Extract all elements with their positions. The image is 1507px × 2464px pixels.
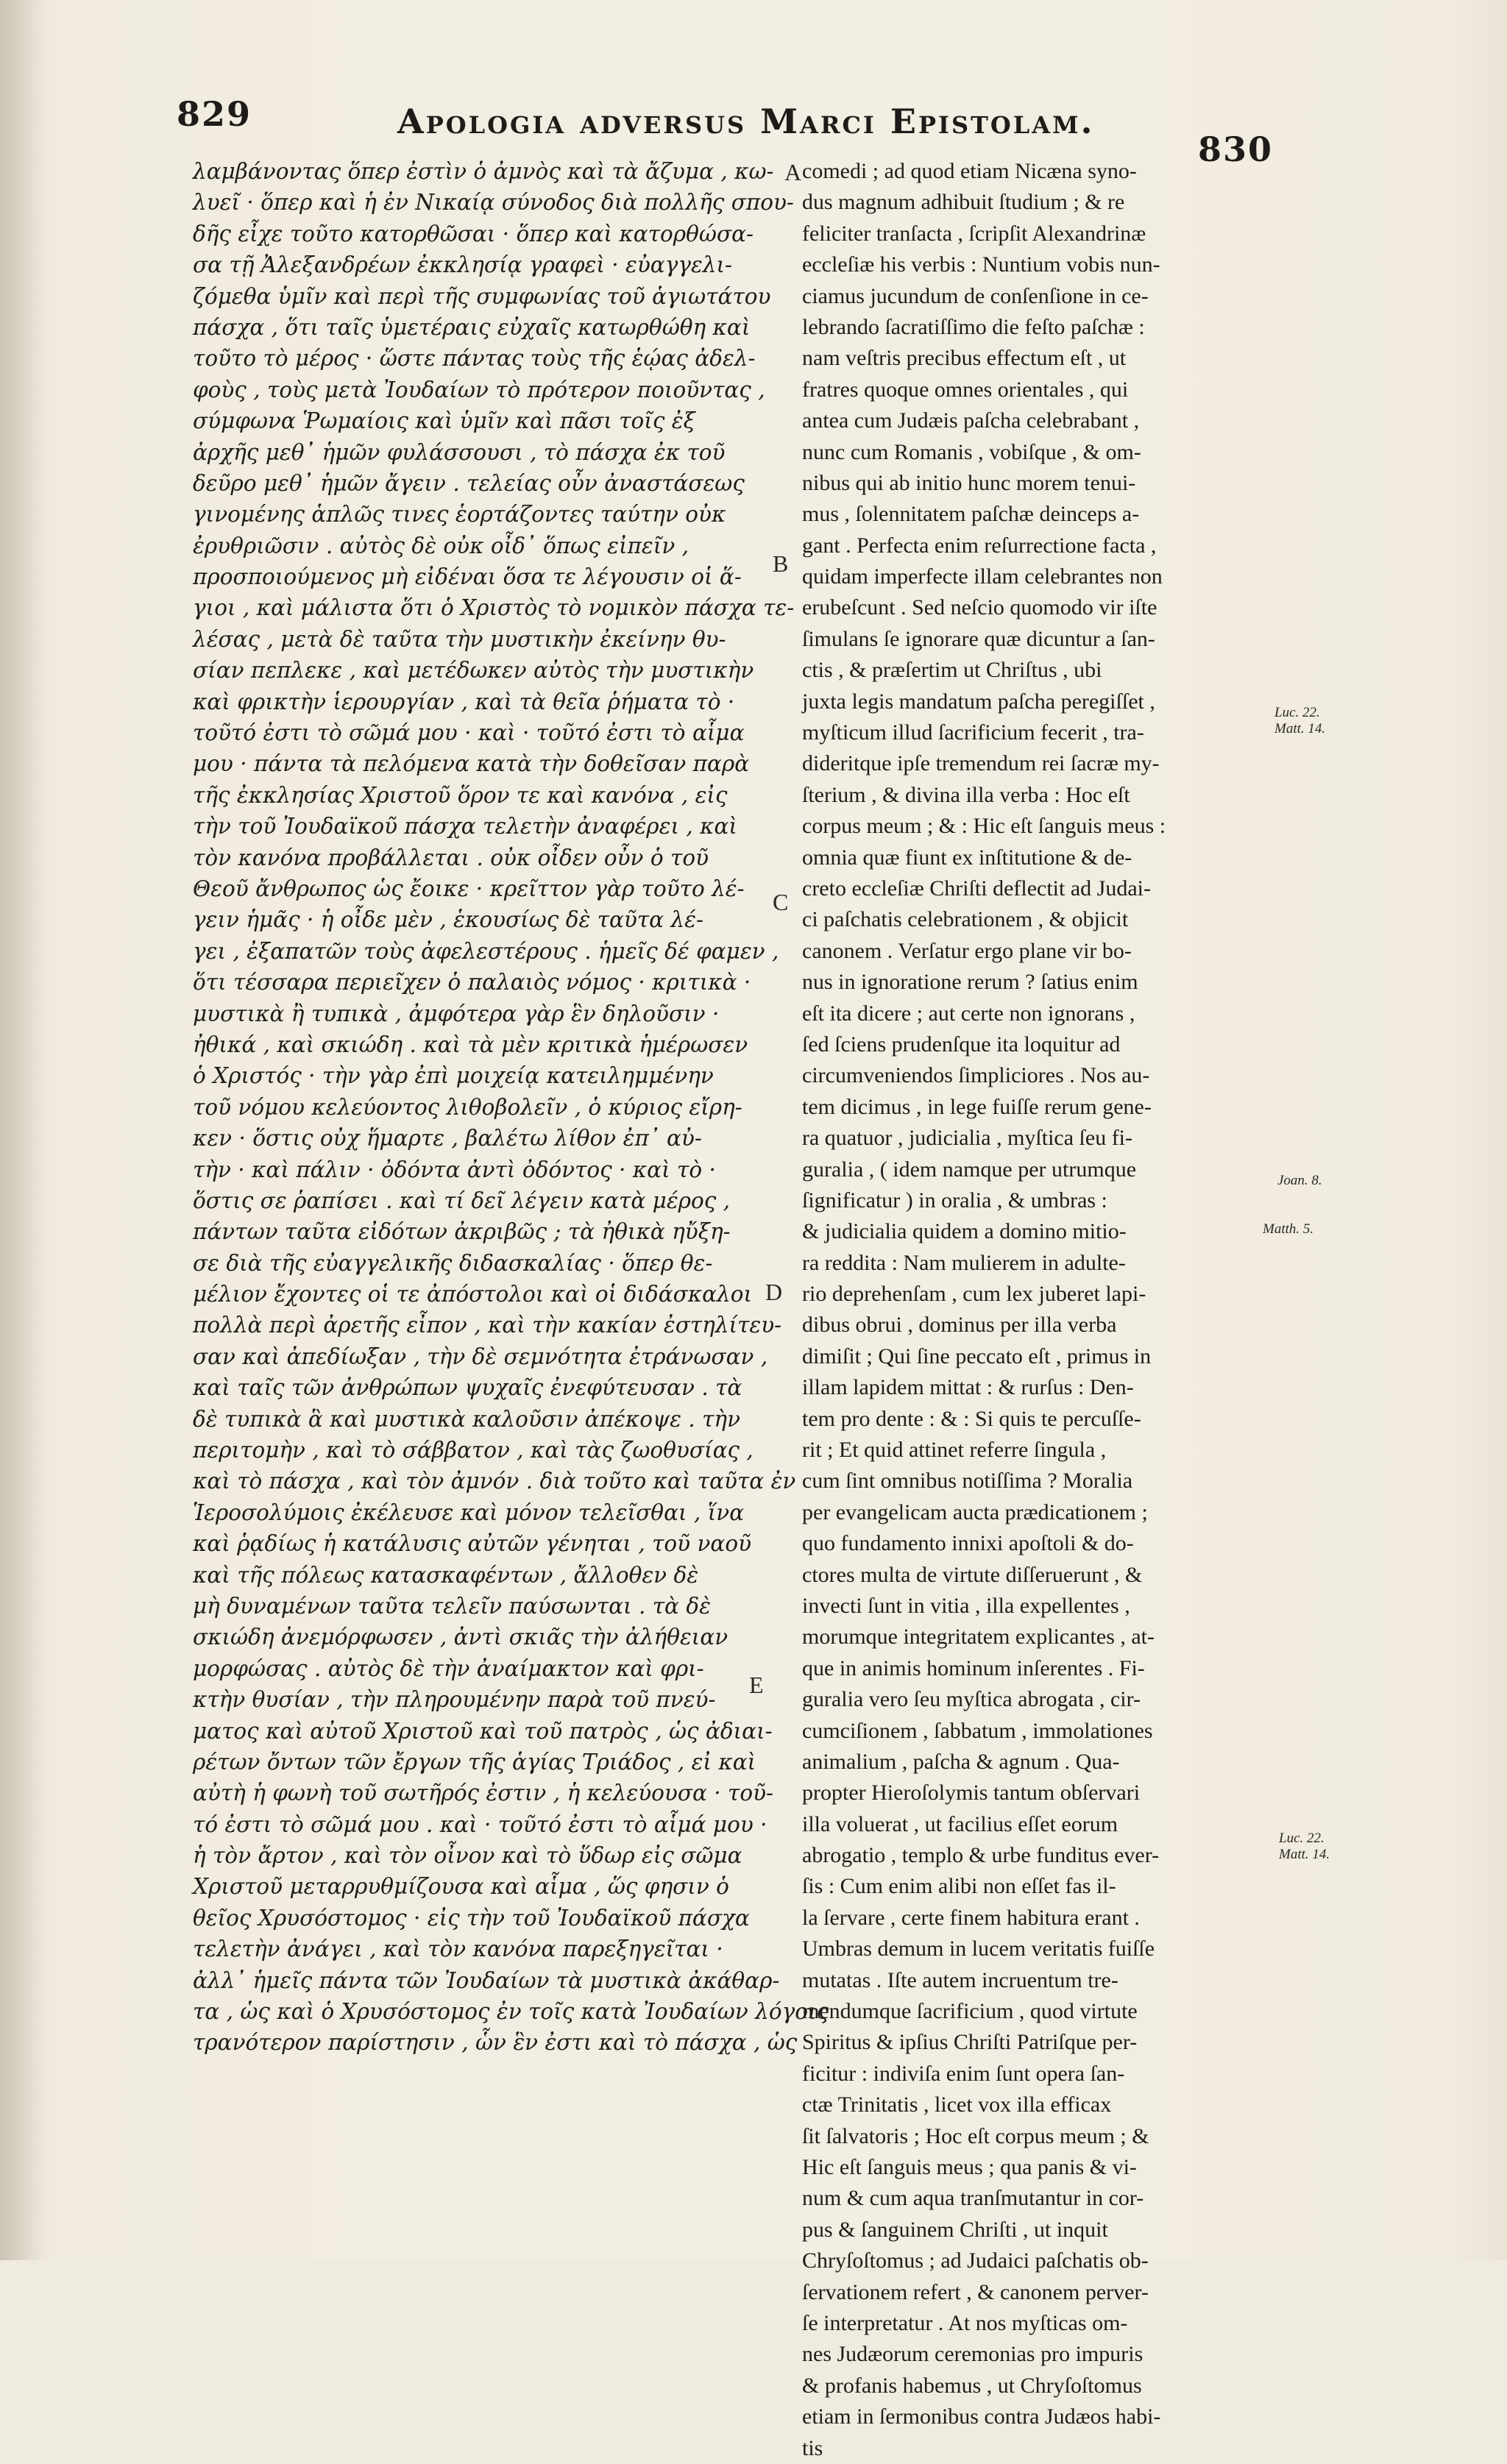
- latin-text-line: circumveniendos ſimpliciores . Nos au-: [802, 1063, 1150, 1088]
- latin-text-line: ctores multa de virtute diſſeruerunt , &: [802, 1562, 1143, 1587]
- greek-text-line: πολλὰ περὶ ἀρετῆς εἶπον , καὶ τὴν κακίαν ἐστηλίτευ-: [193, 1313, 782, 1338]
- greek-text-line: ρέτων ὄντων τῶν ἔργων τῆς ἁγίας Τριάδος , εἰ καὶ: [193, 1749, 756, 1775]
- greek-text-line: μυστικὰ ἢ τυπικὰ , ἀμφότερα γὰρ ἓν δηλοῦσιν ·: [193, 1001, 720, 1026]
- latin-text-line: tem dicimus , in lege fuiſſe rerum gene-: [802, 1094, 1152, 1119]
- latin-text-line: quo fundamento innixi apoſtoli & do-: [802, 1531, 1134, 1556]
- latin-text-line: canonem . Verſatur ergo plane vir bo-: [802, 938, 1132, 963]
- section-letter-c: C: [773, 889, 789, 915]
- latin-text-line: ſignificatur ) in oralia , & umbras :: [802, 1187, 1107, 1213]
- greek-text-line: σκιώδη ἀνεμόρφωσεν , ἀντὶ σκιᾶς τὴν ἀλήθειαν: [193, 1625, 728, 1650]
- greek-text-line: τοῦτο τὸ μέρος · ὥστε πάντας τοὺς τῆς ἑῴας ἀδελ-: [193, 346, 756, 372]
- greek-text-line: σίαν πεπλεκε , καὶ μετέδωκεν αὐτὸς τὴν μυστικὴν: [193, 658, 754, 684]
- latin-text-line: tis: [802, 2435, 823, 2460]
- latin-text-line: per evangelicam aucta prædicationem ;: [802, 1499, 1148, 1524]
- latin-text-line: ra quatuor , judicialia , myſtica ſeu fi-: [802, 1126, 1133, 1151]
- greek-text-line: ἐρυθριῶσιν . αὐτὸς δὲ οὐκ οἶδ᾽ ὅπως εἰπεῖν ,: [193, 533, 689, 558]
- greek-text-line: γιοι , καὶ μάλιστα ὅτι ὁ Χριστὸς τὸ νομικὸν πάσχα τε-: [193, 595, 795, 621]
- greek-text-line: ὅτι τέσσαρα περιεῖχεν ὁ παλαιὸς νόμος · κριτικὰ ·: [193, 970, 751, 995]
- latin-text-line: nus in ignoratione rerum ? ſatius enim: [802, 970, 1138, 995]
- greek-text-line: σαν καὶ ἀπεδίωξαν , τὴν δὲ σεμνότητα ἐτράνωσαν ,: [193, 1343, 768, 1369]
- latin-text-line: myſticum illud ſacrificium fecerit , tra-: [802, 720, 1144, 745]
- greek-text-line: τὴν · καὶ πάλιν · ὀδόντα ἀντὶ ὀδόντος · καὶ τὸ ·: [193, 1157, 716, 1182]
- latin-text-line: etiam in ſermonibus contra Judæos habi-: [802, 2404, 1161, 2429]
- margin-note-ref: Matt. 14.: [1279, 1847, 1330, 1862]
- latin-text-line: dimiſit ; Qui ſine peccato eſt , primus in: [802, 1343, 1152, 1368]
- latin-text-line: invecti ſunt in vitia , illa expellentes ,: [802, 1593, 1130, 1618]
- latin-text-line: ſervationem refert , & canonem perver-: [802, 2279, 1149, 2304]
- latin-text-line: Umbras demum in lucem veritatis fuiſſe: [802, 1936, 1155, 1961]
- latin-text-line: mutatas . Iſte autem incruentum tre-: [802, 1967, 1118, 1992]
- greek-text-line: καὶ φρικτὴν ἱερουργίαν , καὶ τὰ θεῖα ῥήματα τὸ ·: [193, 689, 735, 714]
- greek-text-line: περιτομὴν , καὶ τὸ σάββατον , καὶ τὰς ζωοθυσίας ,: [193, 1438, 754, 1463]
- latin-text-line: ſterium , & divina illa verba : Hoc eſt: [802, 782, 1130, 807]
- latin-text-line: ſe interpretatur . At nos myſticas om-: [802, 2310, 1128, 2335]
- greek-text-line: τὴν τοῦ Ἰουδαϊκοῦ πάσχα τελετὴν ἀναφέρει , καὶ: [193, 814, 737, 839]
- latin-text-line: & profanis habemus , ut Chryſoſtomus: [802, 2373, 1142, 2398]
- greek-text-line: ἀλλ᾽ ἡμεῖς πάντα τῶν Ἰουδαίων τὰ μυστικὰ ἀκάθαρ-: [193, 1967, 780, 1993]
- latin-text-line: guralia , ( idem namque per utrumque: [802, 1157, 1137, 1182]
- latin-text-line: tem pro dente : & : Si quis te percuſſe-: [802, 1406, 1141, 1431]
- latin-text-line: rit ; Et quid attinet referre ſingula ,: [802, 1438, 1107, 1463]
- latin-text-line: & judicialia quidem a domino mitio-: [802, 1219, 1127, 1244]
- greek-text-line: σύμφωνα Ῥωμαίοις καὶ ὑμῖν καὶ πᾶσι τοῖς ἐξ: [193, 408, 695, 434]
- latin-text-column: [802, 156, 1273, 2464]
- margin-note-2: [1277, 1173, 1322, 1189]
- latin-text-line: pus & ſanguinem Chriſti , ut inquit: [802, 2217, 1108, 2242]
- latin-text-line: cum ſint omnibus notiſſima ? Moralia: [802, 1469, 1133, 1494]
- latin-text-line: nes Judæorum ceremonias pro impuris: [802, 2342, 1143, 2367]
- greek-text-line: ὅστις σε ῥαπίσει . καὶ τί δεῖ λέγειν κατὰ μέρος ,: [193, 1187, 731, 1213]
- section-letter-d: D: [765, 1279, 783, 1305]
- latin-text-line: abrogatio , templo & urbe funditus ever-: [802, 1843, 1160, 1868]
- greek-text-line: μου · πάντα τὰ πελόμενα κατὰ τὴν δοθεῖσαν παρὰ: [193, 751, 750, 777]
- greek-text-line: μὴ δυναμένων ταῦτα τελεῖν παύσωνται . τὰ δὲ: [193, 1593, 711, 1619]
- latin-text-line: fratres quoque omnes orientales , qui: [802, 377, 1129, 402]
- latin-text-line: illa voluerat , ut facilius eſſet eorum: [802, 1811, 1118, 1836]
- latin-text-line: propter Hieroſolymis tantum obſervari: [802, 1780, 1141, 1806]
- latin-text-line: la ſervare , certe finem habitura erant .: [802, 1905, 1140, 1930]
- greek-text-line: κτὴν θυσίαν , τὴν πληρουμένην παρὰ τοῦ πνεύ-: [193, 1687, 716, 1713]
- section-letter-b: B: [773, 550, 789, 577]
- greek-text-line: πάντων ταῦτα εἰδότων ἀκριβῶς ; τὰ ἠθικὰ ηὔξη-: [193, 1219, 731, 1245]
- greek-text-line: ἡ τὸν ἄρτον , καὶ τὸν οἶνον καὶ τὸ ὕδωρ εἰς σῶμα: [193, 1843, 742, 1869]
- latin-text-line: num & cum aqua tranſmutantur in cor-: [802, 2186, 1144, 2211]
- latin-text-line: quidam imperfecte illam celebrantes non: [802, 564, 1163, 589]
- greek-text-line: σε διὰ τῆς εὐαγγελικῆς διδασκαλίας · ὅπερ θε-: [193, 1250, 713, 1276]
- latin-text-line: que in animis hominum inſerentes . Fi-: [802, 1655, 1145, 1680]
- greek-text-line: Θεοῦ ἄνθρωπος ὡς ἔοικε · κρεῖττον γὰρ τοῦτο λέ-: [193, 876, 745, 901]
- latin-text-line: Spiritus & ipſius Chriſti Patriſque per-: [802, 2030, 1138, 2055]
- latin-text-line: dus magnum adhibuit ſtudium ; & re: [802, 190, 1125, 215]
- latin-text-line: eccleſiæ his verbis : Nuntium vobis nun-: [802, 252, 1160, 277]
- latin-text-line: animalium , paſcha & agnum . Qua-: [802, 1749, 1120, 1774]
- greek-text-line: ἠθικά , καὶ σκιώδη . καὶ τὰ μὲν κριτικὰ ἡμέρωσεν: [193, 1032, 748, 1057]
- greek-text-column: [193, 156, 829, 2059]
- greek-text-line: τοῦτό ἐστι τὸ σῶμά μου · καὶ · τοῦτό ἐστι τὸ αἷμα: [193, 720, 745, 746]
- latin-text-line: nam veſtris precibus effectum eſt , ut: [802, 346, 1127, 371]
- latin-text-line: ci paſchatis celebrationem , & objicit: [802, 907, 1129, 932]
- latin-text-line: ſimulans ſe ignorare quæ dicuntur a ſan-: [802, 626, 1155, 651]
- latin-text-line: lebrando ſacratiſſimo die feſto paſchæ :: [802, 314, 1145, 339]
- greek-text-line: γει , ἐξαπατῶν τοὺς ἀφελεστέρους . ἡμεῖς δέ φαμεν ,: [193, 938, 779, 964]
- latin-text-line: dibus obrui , dominus per illa verba: [802, 1313, 1117, 1338]
- greek-text-line: τὸν κανόνα προβάλλεται . οὐκ οἶδεν οὖν ὁ τοῦ: [193, 845, 709, 870]
- greek-text-line: λέσας , μετὰ δὲ ταῦτα τὴν μυστικὴν ἐκείνην θυ-: [193, 626, 726, 652]
- latin-text-line: antea cum Judæis paſcha celebrabant ,: [802, 408, 1140, 433]
- latin-text-line: creto eccleſiæ Chriſti deflectit ad Judai-: [802, 876, 1151, 901]
- margin-note-ref: Matth. 5.: [1263, 1221, 1314, 1237]
- latin-text-line: ſed ſciens prudenſque ita loquitur ad: [802, 1032, 1121, 1057]
- section-letter-a: A: [784, 159, 802, 185]
- latin-text-line: omnia quæ fiunt ex inſtitutione & de-: [802, 845, 1132, 870]
- greek-text-line: Ἱεροσολύμοις ἐκέλευσε καὶ μόνον τελεῖσθαι , ἵνα: [193, 1499, 745, 1525]
- latin-text-line: comedi ; ad quod etiam Nicæna syno-: [802, 159, 1137, 183]
- greek-text-line: μορφώσας . αὐτὸς δὲ τὴν ἀναίμακτον καὶ φρι-: [193, 1655, 704, 1681]
- latin-text-line: nunc cum Romanis , vobiſque , & om-: [802, 439, 1141, 464]
- running-title: Apologia adversus Marci Epistolam.: [397, 102, 1095, 141]
- binding-shadow: [0, 0, 44, 2260]
- greek-text-line: λαμβάνοντας ὅπερ ἐστὶν ὁ ἀμνὸς καὶ τὰ ἄζυμα , κω-: [193, 159, 774, 184]
- margin-note-4: [1279, 1831, 1330, 1863]
- latin-text-line: guralia vero ſeu myſtica abrogata , cir-: [802, 1687, 1141, 1712]
- right-page-number: 830: [1198, 129, 1274, 169]
- margin-note-ref: Luc. 22.: [1279, 1831, 1325, 1846]
- margin-note-ref: Joan. 8.: [1277, 1173, 1322, 1188]
- latin-text-line: dideritque ipſe tremendum rei ſacræ my-: [802, 751, 1160, 776]
- greek-text-line: σα τῇ Ἀλεξανδρέων ἐκκλησίᾳ γραφεὶ · εὐαγγελι-: [193, 252, 733, 278]
- greek-text-line: καὶ ταῖς τῶν ἀνθρώπων ψυχαῖς ἐνεφύτευσαν . τὰ: [193, 1375, 742, 1401]
- greek-text-line: πάσχα , ὅτι ταῖς ὑμετέραις εὐχαῖς κατωρθώθη καὶ: [193, 314, 751, 340]
- greek-text-line: προσποιούμενος μὴ εἰδέναι ὅσα τε λέγουσιν οἱ ἅ-: [193, 564, 742, 590]
- greek-text-line: γειν ἡμᾶς · ἡ οἶδε μὲν , ἑκουσίως δὲ ταῦτα λέ-: [193, 907, 703, 933]
- latin-text-line: illam lapidem mittat : & rurſus : Den-: [802, 1375, 1134, 1400]
- margin-note-3: [1263, 1221, 1313, 1238]
- greek-text-line: καὶ τὸ πάσχα , καὶ τὸν ἀμνόν . διὰ τοῦτο καὶ ταῦτα ἐν: [193, 1469, 796, 1494]
- greek-text-line: ζόμεθα ὑμῖν καὶ περὶ τῆς συμφωνίας τοῦ ἁγιωτάτου: [193, 283, 771, 309]
- greek-text-line: τελετὴν ἀνάγει , καὶ τὸν κανόνα παρεξηγεῖται ·: [193, 1936, 723, 1962]
- greek-text-line: ὁ Χριστός · τὴν γὰρ ἐπὶ μοιχείᾳ κατειλημμένην: [193, 1063, 714, 1089]
- latin-text-line: gant . Perfecta enim reſurrectione facta ,: [802, 533, 1157, 558]
- greek-text-line: τα , ὡς καὶ ὁ Χρυσόστομος ἐν τοῖς κατὰ Ἰουδαίων λόγοις: [193, 1999, 829, 2025]
- greek-text-line: δὲ τυπικὰ ἃ καὶ μυστικὰ καλοῦσιν ἀπέκοψε . τὴν: [193, 1406, 741, 1432]
- latin-text-line: ra reddita : Nam mulierem in adulte-: [802, 1250, 1126, 1275]
- greek-text-line: γινομένης ἁπλῶς τινες ἑορτάζοντες ταύτην οὐκ: [193, 502, 726, 528]
- margin-note-ref: Matt. 14.: [1274, 721, 1326, 736]
- latin-text-line: Hic eſt ſanguis meus ; qua panis & vi-: [802, 2155, 1137, 2179]
- section-letter-e: E: [749, 1672, 764, 1698]
- greek-text-line: καὶ ῥᾳδίως ἡ κατάλυσις αὐτῶν γένηται , τοῦ ναοῦ: [193, 1531, 752, 1557]
- latin-text-line: ctæ Trinitatis , licet vox illa efficax: [802, 2092, 1112, 2117]
- latin-text-line: ſit ſalvatoris ; Hoc eſt corpus meum ; &: [802, 2123, 1149, 2148]
- greek-text-line: κεν · ὅστις οὐχ ἥμαρτε , βαλέτω λίθον ἐπ᾽ αὐ-: [193, 1126, 702, 1151]
- latin-text-line: juxta legis mandatum paſcha peregiſſet ,: [802, 689, 1155, 714]
- greek-text-line: δῆς εἶχε τοῦτο κατορθῶσαι · ὅπερ καὶ κατορθώσα-: [193, 221, 754, 246]
- latin-text-line: nibus qui ab initio hunc morem tenui-: [802, 470, 1136, 495]
- greek-text-line: φοὺς , τοὺς μετὰ Ἰουδαίων τὸ πρότερον ποιοῦντας ,: [193, 377, 765, 402]
- latin-text-line: feliciter tranſacta , ſcripſit Alexandrinæ: [802, 221, 1146, 246]
- latin-text-line: ficitur : indiviſa enim ſunt opera ſan-: [802, 2061, 1125, 2086]
- page-header: [0, 94, 1507, 169]
- latin-text-line: mus , ſolennitatem paſchæ deinceps a-: [802, 502, 1140, 527]
- latin-text-line: corpus meum ; & : Hic eſt ſanguis meus :: [802, 814, 1166, 839]
- greek-text-line: ματος καὶ αὐτοῦ Χριστοῦ καὶ τοῦ πατρὸς , ὡς ἀδιαι-: [193, 1718, 773, 1744]
- greek-text-line: καὶ τῆς πόλεως κατασκαφέντων , ἄλλοθεν δὲ: [193, 1562, 699, 1588]
- greek-text-line: Χριστοῦ μεταρρυθμίζουσα καὶ αἷμα , ὥς φησιν ὁ: [193, 1874, 729, 1900]
- left-page-number: 829: [177, 94, 252, 134]
- latin-text-line: ciamus jucundum de conſenſione in ce-: [802, 283, 1149, 308]
- latin-text-line: ctis , & præſertim ut Chriſtus , ubi: [802, 658, 1102, 683]
- margin-note-ref: Luc. 22.: [1274, 705, 1320, 720]
- greek-text-line: ἀρχῆς μεθ᾽ ἡμῶν φυλάσσουσι , τὸ πάσχα ἐκ τοῦ: [193, 439, 726, 465]
- latin-text-line: rio deprehenſam , cum lex juberet lapi-: [802, 1282, 1146, 1307]
- margin-note-1: [1274, 705, 1325, 737]
- greek-text-line: τοῦ νόμου κελεύοντος λιθοβολεῖν , ὁ κύριος εἴρη-: [193, 1094, 742, 1120]
- latin-text-line: ſis : Cum enim alibi non eſſet fas il-: [802, 1874, 1116, 1899]
- latin-text-line: mendumque ſacrificium , quod virtute: [802, 1999, 1138, 2024]
- latin-text-line: erubeſcunt . Sed neſcio quomodo vir iſte: [802, 595, 1157, 620]
- latin-text-line: cumciſionem , ſabbatum , immolationes: [802, 1718, 1153, 1743]
- latin-text-line: morumque integritatem explicantes , at-: [802, 1625, 1155, 1650]
- latin-text-line: Chryſoſtomus ; ad Judaici paſchatis ob-: [802, 2248, 1149, 2273]
- latin-text-line: eſt ita dicere ; aut certe non ignorans ,: [802, 1001, 1135, 1026]
- greek-text-line: τῆς ἐκκλησίας Χριστοῦ ὅρον τε καὶ κανόνα , εἰς: [193, 782, 728, 808]
- greek-text-line: θεῖος Χρυσόστομος · εἰς τὴν τοῦ Ἰουδαϊκοῦ πάσχα: [193, 1905, 750, 1931]
- greek-text-line: αὐτὴ ἡ φωνὴ τοῦ σωτῆρός ἐστιν , ἡ κελεύουσα · τοῦ-: [193, 1780, 774, 1806]
- greek-text-line: τρανότερον παρίστησιν , ὧν ἓν ἐστι καὶ τὸ πάσχα , ὡς: [193, 2030, 798, 2056]
- greek-text-line: τό ἐστι τὸ σῶμά μου . καὶ · τοῦτό ἐστι τὸ αἷμά μου ·: [193, 1811, 767, 1837]
- greek-text-line: λυεῖ · ὅπερ καὶ ἡ ἐν Νικαίᾳ σύνοδος διὰ πολλῆς σπου-: [193, 190, 794, 216]
- greek-text-line: μέλιον ἔχοντες οἱ τε ἀπόστολοι καὶ οἱ διδάσκαλοι: [193, 1282, 753, 1307]
- greek-text-line: δεῦρο μεθ᾽ ἡμῶν ἄγειν . τελείας οὖν ἀναστάσεως: [193, 470, 745, 496]
